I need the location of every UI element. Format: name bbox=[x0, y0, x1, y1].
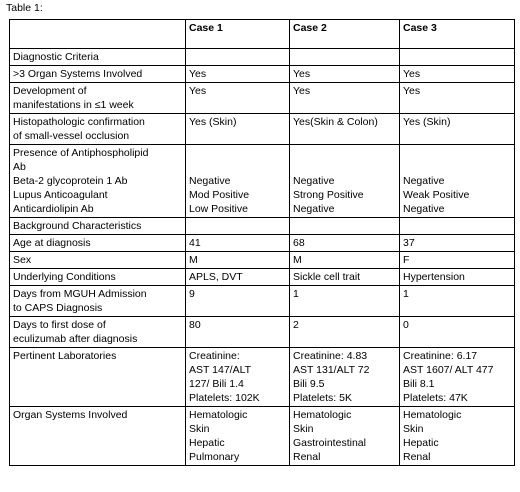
header-cell-case-2: Case 2 bbox=[290, 20, 400, 49]
cell-line: >3 Organ Systems Involved bbox=[13, 68, 143, 80]
table-cell-case-3 bbox=[400, 317, 515, 348]
cell-line: Sex bbox=[13, 254, 32, 266]
table-cell-label bbox=[10, 83, 186, 114]
cell-line: Creatinine: 6.17 bbox=[403, 350, 478, 362]
table-row bbox=[10, 235, 515, 252]
section-header-row bbox=[10, 49, 515, 66]
cell-line: 37 bbox=[403, 237, 415, 249]
cell-line: Mod Positive bbox=[189, 189, 250, 201]
table-cell-case-3 bbox=[400, 407, 515, 466]
cell-line: Negative bbox=[403, 203, 445, 215]
table-cell-case-3 bbox=[400, 114, 515, 145]
cell-line: Hematologic bbox=[403, 409, 462, 421]
cell-line: Bili 9.5 bbox=[293, 378, 325, 390]
cell-line: Yes bbox=[403, 68, 421, 80]
table-row bbox=[10, 348, 515, 407]
cell-line: 0 bbox=[403, 319, 409, 331]
table-cell-case-2 bbox=[290, 286, 400, 317]
cell-line: AST 147/ALT bbox=[189, 364, 252, 376]
table-cell-case-1 bbox=[186, 83, 290, 114]
cell-line: Days to first dose of bbox=[13, 319, 106, 331]
cell-line: Organ Systems Involved bbox=[13, 409, 128, 421]
table-row bbox=[10, 252, 515, 269]
cell-line: Negative bbox=[189, 175, 231, 187]
table-cell-case-2 bbox=[290, 66, 400, 83]
table-cell-case-1 bbox=[186, 286, 290, 317]
table-cell-case-1 bbox=[186, 145, 290, 218]
table-row bbox=[10, 83, 515, 114]
table-cell-case-1 bbox=[186, 348, 290, 407]
cell-line: Platelets: 102K bbox=[189, 392, 260, 404]
cell-line: Negative bbox=[403, 175, 445, 187]
cell-line: Presence of Antiphospholipid bbox=[13, 147, 149, 159]
cell-line: Skin bbox=[293, 423, 314, 435]
table-cell-case-3 bbox=[400, 49, 515, 66]
cell-line: Yes bbox=[403, 85, 421, 97]
cell-line: Hepatic bbox=[403, 437, 439, 449]
cell-line bbox=[189, 160, 286, 174]
cell-line: Negative bbox=[293, 203, 335, 215]
table-cell-case-1 bbox=[186, 269, 290, 286]
table-cell-label bbox=[10, 286, 186, 317]
cell-line: eculizumab after diagnosis bbox=[13, 333, 138, 345]
table-cell-case-3 bbox=[400, 145, 515, 218]
table-cell-case-1 bbox=[186, 317, 290, 348]
cell-line: Renal bbox=[293, 451, 321, 463]
table-cell-case-3 bbox=[400, 66, 515, 83]
table-cell-label bbox=[10, 269, 186, 286]
cell-line bbox=[403, 146, 511, 160]
table-cell-case-3 bbox=[400, 269, 515, 286]
cell-line bbox=[293, 160, 396, 174]
table-cell-case-1 bbox=[186, 218, 290, 235]
table-row bbox=[10, 66, 515, 83]
table-cell-label bbox=[10, 317, 186, 348]
table-cell-case-3 bbox=[400, 348, 515, 407]
table-caption: Table 1: bbox=[6, 2, 43, 14]
table-cell-label bbox=[10, 235, 186, 252]
cell-line: Renal bbox=[403, 451, 431, 463]
cell-line: 9 bbox=[189, 288, 195, 300]
table-cell-case-1 bbox=[186, 66, 290, 83]
table-cell-label bbox=[10, 252, 186, 269]
table-cell-case-3 bbox=[400, 286, 515, 317]
table-cell-case-1 bbox=[186, 235, 290, 252]
cell-line: Bili 8.1 bbox=[403, 378, 435, 390]
table-cell-label bbox=[10, 114, 186, 145]
table-cell-label bbox=[10, 407, 186, 466]
cell-line: Strong Positive bbox=[293, 189, 364, 201]
cell-line bbox=[403, 160, 511, 174]
cell-line: Yes (Skin) bbox=[189, 116, 237, 128]
table-cell-case-2 bbox=[290, 83, 400, 114]
table-cell-case-2 bbox=[290, 114, 400, 145]
cell-line: Yes (Skin) bbox=[403, 116, 451, 128]
cell-line: AST 1607/ ALT 477 bbox=[403, 364, 494, 376]
table-cell-case-1 bbox=[186, 407, 290, 466]
header-cell-case-3: Case 3 bbox=[400, 20, 515, 49]
table-cell-label bbox=[10, 66, 186, 83]
cell-line: Development of bbox=[13, 85, 87, 97]
cell-line: Yes bbox=[293, 68, 311, 80]
table-cell-label bbox=[10, 49, 186, 66]
table-cell-case-2 bbox=[290, 407, 400, 466]
table-cell-case-2 bbox=[290, 252, 400, 269]
table-row bbox=[10, 269, 515, 286]
cell-line: Ab bbox=[13, 161, 26, 173]
cell-line: Creatinine: 4.83 bbox=[293, 350, 368, 362]
cell-line: manifestations in ≤1 week bbox=[13, 99, 134, 111]
cell-line: Yes bbox=[189, 68, 207, 80]
table-row bbox=[10, 286, 515, 317]
cell-line: Underlying Conditions bbox=[13, 271, 116, 283]
table-cell-case-2 bbox=[290, 269, 400, 286]
table-cell-case-1 bbox=[186, 114, 290, 145]
cell-line: APLS, DVT bbox=[189, 271, 243, 283]
header-cell-empty bbox=[10, 20, 186, 49]
cell-line bbox=[293, 146, 396, 160]
table-cell-case-2 bbox=[290, 49, 400, 66]
cell-line: Platelets: 5K bbox=[293, 392, 352, 404]
table-cell-case-2 bbox=[290, 317, 400, 348]
table-row bbox=[10, 145, 515, 218]
table-cell-case-2 bbox=[290, 235, 400, 252]
table-cell-case-3 bbox=[400, 218, 515, 235]
cell-line: Hematologic bbox=[189, 409, 248, 421]
table-cell-case-2 bbox=[290, 348, 400, 407]
cell-line: 68 bbox=[293, 237, 305, 249]
cell-line: AST 131/ALT 72 bbox=[293, 364, 370, 376]
header-cell-case-1: Case 1 bbox=[186, 20, 290, 49]
cell-line: Gastrointestinal bbox=[293, 437, 366, 449]
cell-line: Hepatic bbox=[189, 437, 225, 449]
cell-line: Hypertension bbox=[403, 271, 465, 283]
cell-line: Days from MGUH Admission bbox=[13, 288, 147, 300]
table-cell-label bbox=[10, 218, 186, 235]
cell-line: Platelets: 47K bbox=[403, 392, 468, 404]
cell-line: Pertinent Laboratories bbox=[13, 350, 117, 362]
cell-line: F bbox=[403, 254, 410, 266]
table-cell-case-1 bbox=[186, 252, 290, 269]
cell-line: 2 bbox=[293, 319, 299, 331]
cell-line: Yes bbox=[293, 85, 311, 97]
table-row bbox=[10, 407, 515, 466]
cell-line: M bbox=[293, 254, 302, 266]
cell-line: Pulmonary bbox=[189, 451, 240, 463]
cell-line: of small-vessel occlusion bbox=[13, 130, 130, 142]
cell-line: Yes bbox=[189, 85, 207, 97]
cell-line: Anticardiolipin Ab bbox=[13, 203, 94, 215]
table-cell-case-2 bbox=[290, 145, 400, 218]
table-cell-label bbox=[10, 145, 186, 218]
table-header-row bbox=[10, 20, 515, 49]
cell-line: Low Positive bbox=[189, 203, 248, 215]
cell-line: Diagnostic Criteria bbox=[13, 51, 99, 63]
cell-line: Beta-2 glycoprotein 1 Ab bbox=[13, 175, 128, 187]
cell-line: 127/ Bili 1.4 bbox=[189, 378, 244, 390]
cell-line: Hematologic bbox=[293, 409, 352, 421]
table-cell-case-3 bbox=[400, 83, 515, 114]
cell-line: 80 bbox=[189, 319, 201, 331]
cell-line: Yes(Skin & Colon) bbox=[293, 116, 378, 128]
cell-line: Sickle cell trait bbox=[293, 271, 361, 283]
cell-line: Creatinine: bbox=[189, 350, 240, 362]
cell-line: Skin bbox=[403, 423, 424, 435]
table-row bbox=[10, 317, 515, 348]
cell-line: Lupus Anticoagulant bbox=[13, 189, 108, 201]
table-cell-label bbox=[10, 348, 186, 407]
table-cell-case-2 bbox=[290, 218, 400, 235]
table-cell-case-1 bbox=[186, 49, 290, 66]
table-row bbox=[10, 114, 515, 145]
cell-line bbox=[189, 146, 286, 160]
cell-line: Negative bbox=[293, 175, 335, 187]
cell-line: to CAPS Diagnosis bbox=[13, 302, 103, 314]
case-comparison-table bbox=[9, 19, 515, 466]
cell-line: Background Characteristics bbox=[13, 220, 142, 232]
cell-line: Histopathologic confirmation bbox=[13, 116, 145, 128]
cell-line: 1 bbox=[293, 288, 299, 300]
cell-line: Age at diagnosis bbox=[13, 237, 91, 249]
cell-line: Weak Positive bbox=[403, 189, 470, 201]
cell-line: 41 bbox=[189, 237, 201, 249]
table-cell-case-3 bbox=[400, 235, 515, 252]
section-header-row bbox=[10, 218, 515, 235]
table-cell-case-3 bbox=[400, 252, 515, 269]
cell-line: 1 bbox=[403, 288, 409, 300]
cell-line: Skin bbox=[189, 423, 210, 435]
cell-line: M bbox=[189, 254, 198, 266]
